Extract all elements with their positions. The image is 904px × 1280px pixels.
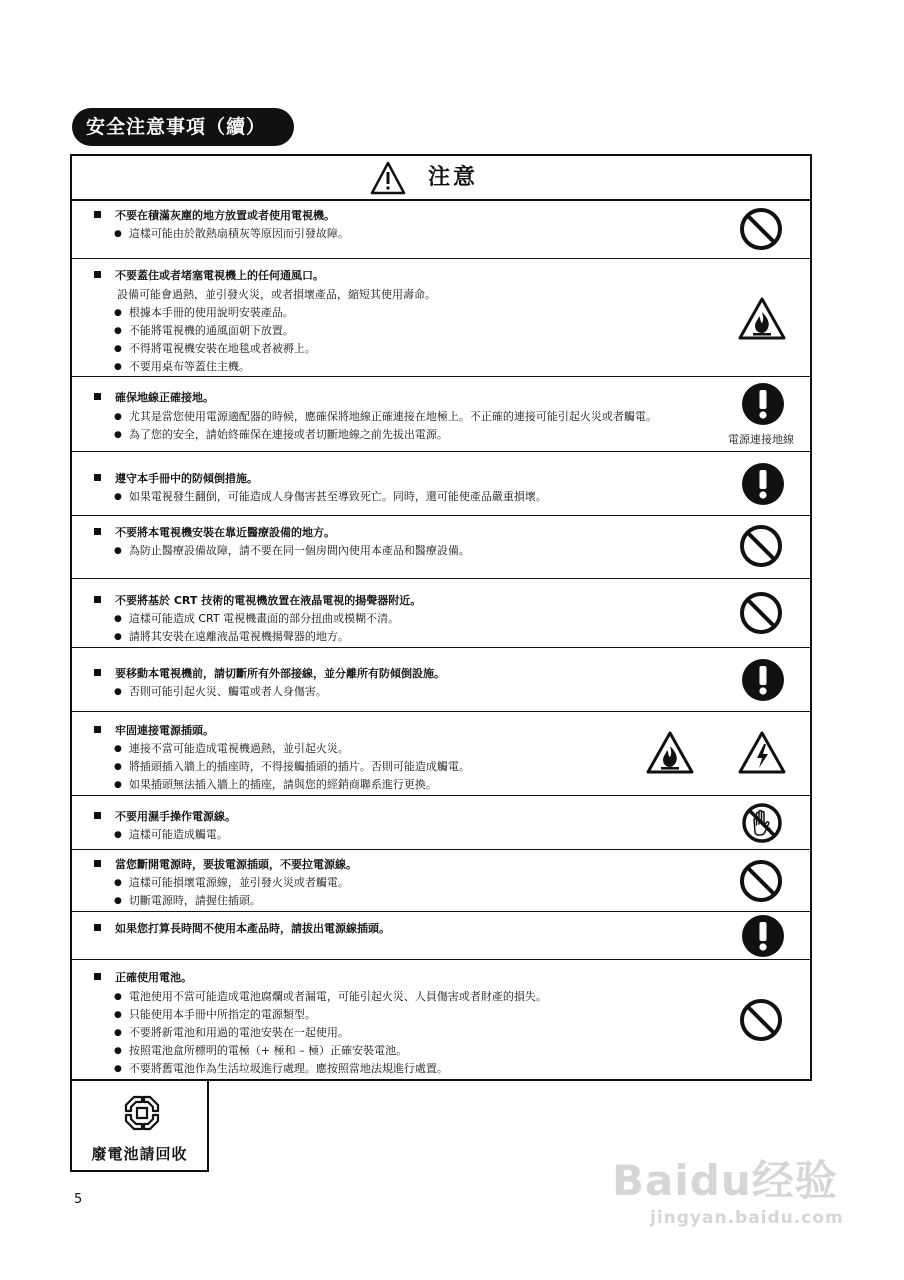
fire-warning-icon <box>645 730 695 776</box>
prohibition-icon <box>739 859 783 903</box>
item-heading: 確保地線正確接地。 <box>94 390 214 406</box>
item-bullet: ● 電池使用不當可能造成電池腐爛或者漏電，可能引起火災、人員傷害或者財產的損失。 <box>114 989 547 1005</box>
icon-label: 電源連接地線 <box>728 433 794 446</box>
fire-warning-icon <box>737 296 787 342</box>
item-bullet: ● 請將其安裝在遠離液晶電視機揚聲器的地方。 <box>114 629 349 645</box>
item-bullet: ● 為防止醫療設備故障，請不要在同一個房間內使用本產品和醫療設備。 <box>114 543 470 559</box>
item-bullet: ● 如果插頭無法插入牆上的插座，請與您的經銷商聯系進行更換。 <box>114 777 437 793</box>
item-bullet: ● 不要將舊電池作為生活垃圾進行處理。應按照當地法規進行處置。 <box>114 1061 448 1077</box>
recycle-icon <box>122 1093 162 1133</box>
caution-header <box>72 156 810 201</box>
caution-title: 注意 <box>428 165 479 190</box>
item-heading: 不要將本電視機安裝在靠近醫療設備的地方。 <box>94 525 335 541</box>
item-bullet: ● 不能將電視機的通風面朝下放置。 <box>114 323 294 339</box>
section-title: 安全注意事項（續） <box>86 116 267 138</box>
caution-item <box>72 516 810 579</box>
caution-item <box>72 452 810 516</box>
recycle-label: 廢電池請回收 <box>91 1145 188 1163</box>
item-bullet: ● 根據本手冊的使用說明安裝產品。 <box>114 305 294 321</box>
mandatory-icon <box>741 658 785 702</box>
prohibition-icon <box>739 998 783 1042</box>
item-paragraph: 設備可能會過熱，並引發火災，或者損壞產品，縮短其使用壽命。 <box>117 288 436 301</box>
mandatory-icon <box>741 462 785 506</box>
item-bullet: ● 只能使用本手冊中所指定的電源類型。 <box>114 1007 316 1023</box>
item-bullet: ● 切斷電源時，請握住插頭。 <box>114 893 261 909</box>
prohibition-icon <box>739 524 783 568</box>
mandatory-icon <box>741 382 785 426</box>
caution-item <box>72 377 810 452</box>
electric-shock-icon <box>737 730 787 776</box>
item-bullet: ● 這樣可能損壞電源線，並引發火災或者觸電。 <box>114 875 349 891</box>
caution-item <box>72 712 810 796</box>
page-number: 5 <box>74 1192 83 1207</box>
item-bullet: ● 這樣可能由於散熱扇積灰等原因而引發故障。 <box>114 226 349 242</box>
item-bullet: ● 按照電池盒所標明的電極（+ 極和 – 極）正確安裝電池。 <box>114 1043 407 1059</box>
warning-triangle-icon <box>370 161 406 195</box>
no-wet-hands-icon <box>741 802 783 844</box>
item-heading: 正確使用電池。 <box>94 970 192 986</box>
caution-item <box>72 259 810 377</box>
item-heading: 遵守本手冊中的防傾倒措施。 <box>94 471 258 487</box>
item-bullet: ● 否則可能引起火災、觸電或者人身傷害。 <box>114 684 327 700</box>
prohibition-icon <box>739 591 783 635</box>
item-heading: 不要將基於 CRT 技術的電視機放置在液晶電視的揚聲器附近。 <box>94 593 421 609</box>
item-bullet: ● 這樣可能造成 CRT 電視機畫面的部分扭曲或模糊不清。 <box>114 611 399 627</box>
caution-item <box>72 201 810 259</box>
item-bullet: ● 不得將電視機安裝在地毯或者被褥上。 <box>114 341 316 357</box>
item-bullet: ● 不要用桌布等蓋住主機。 <box>114 359 250 375</box>
battery-recycle-box <box>70 1081 209 1172</box>
item-bullet: ● 連接不當可能造成電視機過熱，並引起火災。 <box>114 741 349 757</box>
item-bullet: ● 為了您的安全，請始終確保在連接或者切斷地線之前先拔出電源。 <box>114 427 448 443</box>
item-heading: 不要用濕手操作電源線。 <box>94 809 236 825</box>
item-bullet: ● 不要將新電池和用過的電池安裝在一起使用。 <box>114 1025 349 1041</box>
watermark-brand: Baidu经验 <box>612 1156 838 1205</box>
caution-item <box>72 579 810 648</box>
item-heading: 不要蓋住或者堵塞電視機上的任何通風口。 <box>94 268 324 284</box>
caution-item <box>72 912 810 960</box>
caution-item <box>72 960 810 1081</box>
item-heading: 當您斷開電源時，要拔電源插頭，不要拉電源線。 <box>94 857 357 873</box>
watermark-url: jingyan.baidu.com <box>650 1208 844 1228</box>
section-title-pill <box>72 108 294 146</box>
caution-box <box>70 154 812 1081</box>
caution-item <box>72 648 810 712</box>
item-bullet: ● 尤其是當您使用電源適配器的時候，應確保將地線正確連接在地極上。不正確的連接可能引起火災或者觸電。 <box>114 409 657 425</box>
item-heading: 不要在積滿灰塵的地方放置或者使用電視機。 <box>94 208 335 224</box>
caution-item <box>72 796 810 850</box>
item-bullet: ● 將插頭插入牆上的插座時，不得接觸插頭的插片。否則可能造成觸電。 <box>114 759 470 775</box>
item-heading: 要移動本電視機前，請切斷所有外部接線，並分離所有防傾倒設施。 <box>94 666 445 682</box>
caution-item <box>72 850 810 912</box>
item-heading: 如果您打算長時間不使用本產品時，請拔出電源線插頭。 <box>94 921 390 937</box>
mandatory-icon <box>741 914 785 958</box>
item-bullet: ● 如果電視發生翻倒，可能造成人身傷害甚至導致死亡。同時，還可能使產品嚴重損壞。 <box>114 489 547 505</box>
item-bullet: ● 這樣可能造成觸電。 <box>114 827 228 843</box>
item-heading: 牢固連接電源插頭。 <box>94 723 214 739</box>
prohibition-icon <box>739 207 783 251</box>
